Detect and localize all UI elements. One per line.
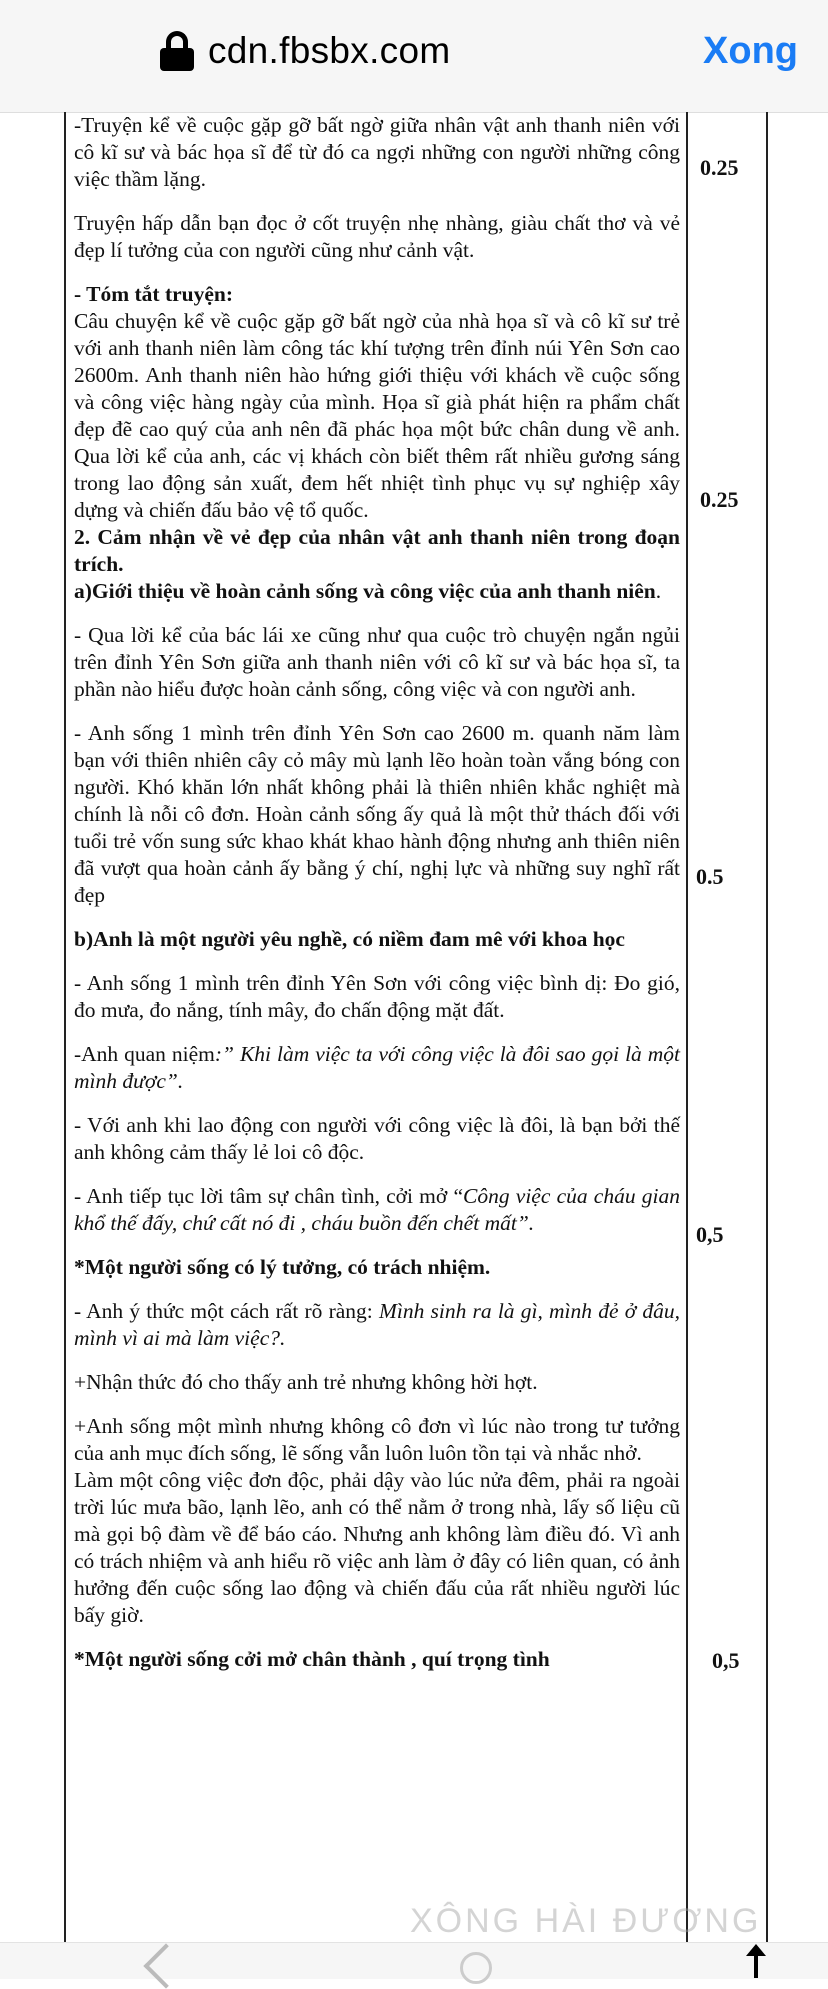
- lock-icon: [160, 31, 194, 71]
- section-b-paragraph-1: - Anh sống 1 mình trên đỉnh Yên Sơn với công việc bình dị: Đo gió, đo mưa, đo nắng, tính mây, đo chấn động mặt đất.: [74, 971, 680, 1022]
- paragraph-intro: -Truyện kể về cuộc gặp gỡ bất ngờ giữa nhân vật anh thanh niên với cô kĩ sư và bác họa sĩ để từ đó ca ngợi những con người những công việc thầm lặng.: [74, 113, 680, 191]
- score-1: 0.25: [700, 155, 739, 180]
- paragraph-appeal: Truyện hấp dẫn bạn đọc ở cốt truyện nhẹ nhàng, giàu chất thơ và vẻ đẹp lí tưởng của con người cũng như cảnh vật.: [74, 211, 680, 262]
- ideal-paragraph-4: Làm một công việc đơn độc, phải dậy vào lúc nửa đêm, phải ra ngoài trời lúc mưa bão, lạnh lẽo, anh có thể nằm ở trong nhà, lấy số liệu cũ mà gọi bộ đàm về để báo cáo. Nhưng anh không làm điều đó. Vì anh có trách nhiệm và anh hiểu rõ việc anh làm ở đây có liên quan, có ảnh hưởng đến cuộc sống lao động và chiến đấu của rất nhiều người lúc bấy giờ.: [74, 1468, 680, 1627]
- last-heading: *Một người sống cởi mở chân thành , quí trọng tình: [74, 1647, 550, 1671]
- summary-text: Câu chuyện kể về cuộc gặp gỡ bất ngờ của nhà họa sĩ và cô kĩ sư trẻ với anh thanh niên làm công tác khí tượng trên đỉnh núi Yên Sơn cao 2600m. Anh thanh niên hào hứng giới thiệu với khách về cuộc sống và công việc hàng ngày của mình. Họa sĩ già phát hiện ra phẩm chất đẹp đẽ cao quý của anh nên đã phác họa một bức chân dung về anh. Qua lời kể của anh, các vị khách còn biết thêm rất nhiều gương sáng trong lao động sản xuất, đem hết nhiệt tình phục vụ sự nghiệp xây dựng và chiến đấu bảo vệ tổ quốc.: [74, 309, 680, 522]
- section-a-paragraph-2: - Anh sống 1 mình trên đỉnh Yên Sơn cao 2600 m. quanh năm làm bạn với thiên nhiên cây cỏ mây mù lạnh lẽo hoàn toàn vắng bóng con người. Khó khăn lớn nhất không phải là thiên nhiên khắc nghiệt mà chính là nỗi cô đơn. Hoàn cảnh sống ấy quả là một thử thách đối với tuổi trẻ vốn sung sức khao khát khao hành động nhưng anh thiên niên đã vượt qua hoàn cảnh ấy bằng ý chí, nghị lực và những suy nghĩ rất đẹp: [74, 721, 680, 907]
- address-bar[interactable]: [160, 30, 450, 72]
- url-text: cdn.fbsbx.com: [208, 30, 451, 71]
- browser-toolbar: [0, 0, 828, 113]
- section-b-paragraph-2: -Anh quan niệm:” Khi làm việc ta với công việc là đôi sao gọi là một mình được”.: [74, 1042, 680, 1093]
- watermark: XÔNG HÀI ĐƯƠNG: [410, 1902, 762, 1940]
- share-icon[interactable]: [742, 1944, 770, 1978]
- section-b-heading: b)Anh là một người yêu nghề, có niềm đam mê với khoa học: [74, 927, 625, 951]
- section-a-heading: a)Giới thiệu về hoàn cảnh sống và công việc của anh thanh niên.: [74, 579, 662, 603]
- ideal-paragraph-1: - Anh ý thức một cách rất rõ ràng: Mình sinh ra là gì, mình đẻ ở đâu, mình vì ai mà làm việc?.: [74, 1299, 680, 1350]
- score-4: 0,5: [696, 1222, 724, 1247]
- ideal-heading: *Một người sống có lý tưởng, có trách nhiệm.: [74, 1255, 491, 1279]
- section-b-paragraph-3: - Với anh khi lao động con người với công việc là đôi, là bạn bởi thế anh không cảm thấy lẻ loi cô độc.: [74, 1113, 680, 1164]
- section2-heading: 2. Cảm nhận về vẻ đẹp của nhân vật anh thanh niên trong đoạn trích.: [74, 525, 680, 576]
- document-table: [64, 112, 768, 1942]
- column-divider: [686, 112, 688, 1942]
- compass-icon[interactable]: [460, 1952, 492, 1984]
- section-a-paragraph-1: - Qua lời kể của bác lái xe cũng như qua cuộc trò chuyện ngắn ngủi trên đỉnh Yên Sơn giữa anh thanh niên với cô kĩ sư và bác họa sĩ, ta phần nào hiểu được hoàn cảnh sống, công việc và con người anh.: [74, 623, 680, 701]
- ideal-paragraph-2: +Nhận thức đó cho thấy anh trẻ nhưng không hời hợt.: [74, 1370, 538, 1394]
- score-2: 0.25: [700, 487, 739, 512]
- score-3: 0.5: [696, 864, 724, 889]
- section-b-paragraph-4: - Anh tiếp tục lời tâm sự chân tình, cởi mở “Công việc của cháu gian khổ thế đấy, chứ cất nó đi , cháu buồn đến chết mất”.: [74, 1184, 680, 1235]
- done-button[interactable]: Xong: [703, 30, 798, 72]
- summary-heading: - Tóm tắt truyện:: [74, 282, 234, 306]
- score-5: 0,5: [712, 1648, 740, 1673]
- ideal-paragraph-3: +Anh sống một mình nhưng không cô đơn vì lúc nào trong tư tưởng của anh mục đích sống, lẽ sống vẫn luôn luôn tồn tại và nhắc nhở.: [74, 1414, 680, 1465]
- content-column: [74, 112, 680, 1690]
- browser-bottom-bar: [0, 1942, 828, 1979]
